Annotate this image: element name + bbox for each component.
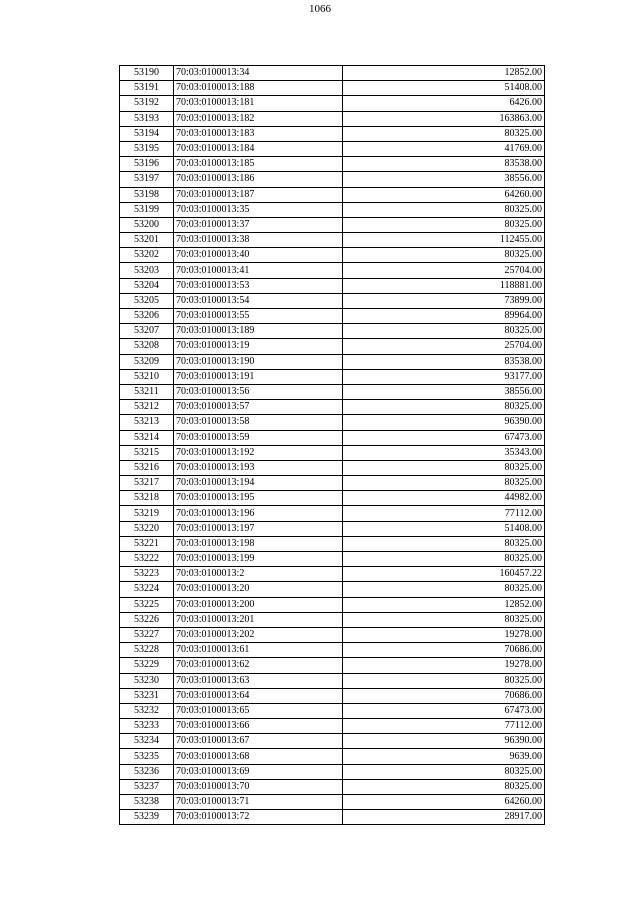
row-number-cell: 53205 bbox=[120, 293, 174, 308]
row-number-cell: 53237 bbox=[120, 779, 174, 794]
cadastral-number-cell: 70:03:0100013:62 bbox=[174, 658, 343, 673]
cadastral-number-cell: 70:03:0100013:69 bbox=[174, 764, 343, 779]
table-row bbox=[120, 293, 545, 308]
row-number-cell: 53200 bbox=[120, 217, 174, 232]
table-row bbox=[120, 141, 545, 156]
amount-cell: 73899.00 bbox=[343, 293, 545, 308]
amount-cell: 9639.00 bbox=[343, 749, 545, 764]
table-row bbox=[120, 369, 545, 384]
row-number-cell: 53193 bbox=[120, 111, 174, 126]
cadastral-number-cell: 70:03:0100013:55 bbox=[174, 309, 343, 324]
row-number-cell: 53228 bbox=[120, 643, 174, 658]
table-row bbox=[120, 719, 545, 734]
cadastral-number-cell: 70:03:0100013:183 bbox=[174, 126, 343, 141]
amount-cell: 80325.00 bbox=[343, 536, 545, 551]
amount-cell: 80325.00 bbox=[343, 764, 545, 779]
amount-cell: 80325.00 bbox=[343, 248, 545, 263]
cadastral-number-cell: 70:03:0100013:66 bbox=[174, 719, 343, 734]
cadastral-number-cell: 70:03:0100013:194 bbox=[174, 476, 343, 491]
row-number-cell: 53198 bbox=[120, 187, 174, 202]
row-number-cell: 53231 bbox=[120, 688, 174, 703]
amount-cell: 12852.00 bbox=[343, 66, 545, 81]
amount-cell: 80325.00 bbox=[343, 217, 545, 232]
amount-cell: 12852.00 bbox=[343, 597, 545, 612]
row-number-cell: 53208 bbox=[120, 339, 174, 354]
cadastral-number-cell: 70:03:0100013:34 bbox=[174, 66, 343, 81]
table-row bbox=[120, 688, 545, 703]
cadastral-number-cell: 70:03:0100013:202 bbox=[174, 627, 343, 642]
cadastral-number-cell: 70:03:0100013:201 bbox=[174, 612, 343, 627]
row-number-cell: 53220 bbox=[120, 521, 174, 536]
table-row bbox=[120, 400, 545, 415]
amount-cell: 70686.00 bbox=[343, 688, 545, 703]
row-number-cell: 53197 bbox=[120, 172, 174, 187]
table-row bbox=[120, 233, 545, 248]
amount-cell: 77112.00 bbox=[343, 719, 545, 734]
amount-cell: 38556.00 bbox=[343, 384, 545, 399]
row-number-cell: 53209 bbox=[120, 354, 174, 369]
row-number-cell: 53204 bbox=[120, 278, 174, 293]
table-row bbox=[120, 764, 545, 779]
cadastral-number-cell: 70:03:0100013:67 bbox=[174, 734, 343, 749]
row-number-cell: 53221 bbox=[120, 536, 174, 551]
cadastral-number-cell: 70:03:0100013:38 bbox=[174, 233, 343, 248]
row-number-cell: 53191 bbox=[120, 81, 174, 96]
table-row bbox=[120, 658, 545, 673]
cadastral-number-cell: 70:03:0100013:190 bbox=[174, 354, 343, 369]
amount-cell: 80325.00 bbox=[343, 612, 545, 627]
row-number-cell: 53202 bbox=[120, 248, 174, 263]
row-number-cell: 53229 bbox=[120, 658, 174, 673]
table-row bbox=[120, 172, 545, 187]
cadastral-number-cell: 70:03:0100013:20 bbox=[174, 582, 343, 597]
table-row bbox=[120, 111, 545, 126]
row-number-cell: 53195 bbox=[120, 141, 174, 156]
table-row bbox=[120, 673, 545, 688]
cadastral-number-cell: 70:03:0100013:56 bbox=[174, 384, 343, 399]
row-number-cell: 53238 bbox=[120, 795, 174, 810]
amount-cell: 83538.00 bbox=[343, 157, 545, 172]
amount-cell: 80325.00 bbox=[343, 552, 545, 567]
cadastral-number-cell: 70:03:0100013:189 bbox=[174, 324, 343, 339]
table-row bbox=[120, 734, 545, 749]
table-body bbox=[120, 66, 545, 825]
table-row bbox=[120, 597, 545, 612]
row-number-cell: 53194 bbox=[120, 126, 174, 141]
amount-cell: 70686.00 bbox=[343, 643, 545, 658]
cadastral-number-cell: 70:03:0100013:35 bbox=[174, 202, 343, 217]
amount-cell: 80325.00 bbox=[343, 460, 545, 475]
amount-cell: 19278.00 bbox=[343, 658, 545, 673]
cadastral-number-cell: 70:03:0100013:65 bbox=[174, 703, 343, 718]
cadastral-number-cell: 70:03:0100013:196 bbox=[174, 506, 343, 521]
row-number-cell: 53218 bbox=[120, 491, 174, 506]
table-row bbox=[120, 309, 545, 324]
table-row bbox=[120, 187, 545, 202]
amount-cell: 80325.00 bbox=[343, 476, 545, 491]
amount-cell: 25704.00 bbox=[343, 263, 545, 278]
cadastral-number-cell: 70:03:0100013:70 bbox=[174, 779, 343, 794]
cadastral-number-cell: 70:03:0100013:184 bbox=[174, 141, 343, 156]
table-row bbox=[120, 430, 545, 445]
cadastral-number-cell: 70:03:0100013:199 bbox=[174, 552, 343, 567]
cadastral-number-cell: 70:03:0100013:188 bbox=[174, 81, 343, 96]
table-row bbox=[120, 384, 545, 399]
amount-cell: 28917.00 bbox=[343, 810, 545, 825]
amount-cell: 163863.00 bbox=[343, 111, 545, 126]
amount-cell: 80325.00 bbox=[343, 324, 545, 339]
table-row bbox=[120, 476, 545, 491]
amount-cell: 35343.00 bbox=[343, 445, 545, 460]
table-row bbox=[120, 157, 545, 172]
amount-cell: 83538.00 bbox=[343, 354, 545, 369]
amount-cell: 64260.00 bbox=[343, 187, 545, 202]
amount-cell: 6426.00 bbox=[343, 96, 545, 111]
amount-cell: 96390.00 bbox=[343, 734, 545, 749]
table-row bbox=[120, 354, 545, 369]
row-number-cell: 53226 bbox=[120, 612, 174, 627]
table-row bbox=[120, 81, 545, 96]
cadastral-number-cell: 70:03:0100013:2 bbox=[174, 567, 343, 582]
table-row bbox=[120, 339, 545, 354]
table-row bbox=[120, 643, 545, 658]
row-number-cell: 53223 bbox=[120, 567, 174, 582]
cadastral-number-cell: 70:03:0100013:186 bbox=[174, 172, 343, 187]
row-number-cell: 53233 bbox=[120, 719, 174, 734]
table-row bbox=[120, 445, 545, 460]
table-row bbox=[120, 263, 545, 278]
table-row bbox=[120, 567, 545, 582]
table-row bbox=[120, 582, 545, 597]
cadastral-number-cell: 70:03:0100013:58 bbox=[174, 415, 343, 430]
amount-cell: 25704.00 bbox=[343, 339, 545, 354]
row-number-cell: 53236 bbox=[120, 764, 174, 779]
cadastral-number-cell: 70:03:0100013:71 bbox=[174, 795, 343, 810]
amount-cell: 67473.00 bbox=[343, 430, 545, 445]
cadastral-number-cell: 70:03:0100013:198 bbox=[174, 536, 343, 551]
amount-cell: 51408.00 bbox=[343, 521, 545, 536]
table-row bbox=[120, 536, 545, 551]
row-number-cell: 53201 bbox=[120, 233, 174, 248]
row-number-cell: 53235 bbox=[120, 749, 174, 764]
cadastral-number-cell: 70:03:0100013:191 bbox=[174, 369, 343, 384]
table-row bbox=[120, 552, 545, 567]
cadastral-number-cell: 70:03:0100013:19 bbox=[174, 339, 343, 354]
table-row bbox=[120, 248, 545, 263]
cadastral-number-cell: 70:03:0100013:182 bbox=[174, 111, 343, 126]
amount-cell: 89964.00 bbox=[343, 309, 545, 324]
cadastral-number-cell: 70:03:0100013:57 bbox=[174, 400, 343, 415]
row-number-cell: 53224 bbox=[120, 582, 174, 597]
row-number-cell: 53192 bbox=[120, 96, 174, 111]
row-number-cell: 53232 bbox=[120, 703, 174, 718]
amount-cell: 44982.00 bbox=[343, 491, 545, 506]
row-number-cell: 53222 bbox=[120, 552, 174, 567]
row-number-cell: 53190 bbox=[120, 66, 174, 81]
amount-cell: 80325.00 bbox=[343, 673, 545, 688]
row-number-cell: 53217 bbox=[120, 476, 174, 491]
table-row bbox=[120, 217, 545, 232]
amount-cell: 112455.00 bbox=[343, 233, 545, 248]
cadastral-number-cell: 70:03:0100013:40 bbox=[174, 248, 343, 263]
row-number-cell: 53214 bbox=[120, 430, 174, 445]
amount-cell: 19278.00 bbox=[343, 627, 545, 642]
amount-cell: 80325.00 bbox=[343, 202, 545, 217]
amount-cell: 93177.00 bbox=[343, 369, 545, 384]
table-row bbox=[120, 96, 545, 111]
table-row bbox=[120, 612, 545, 627]
cadastral-number-cell: 70:03:0100013:64 bbox=[174, 688, 343, 703]
cadastral-number-cell: 70:03:0100013:185 bbox=[174, 157, 343, 172]
row-number-cell: 53239 bbox=[120, 810, 174, 825]
row-number-cell: 53227 bbox=[120, 627, 174, 642]
row-number-cell: 53206 bbox=[120, 309, 174, 324]
table-row bbox=[120, 627, 545, 642]
cadastral-number-cell: 70:03:0100013:72 bbox=[174, 810, 343, 825]
cadastral-number-cell: 70:03:0100013:61 bbox=[174, 643, 343, 658]
table-row bbox=[120, 202, 545, 217]
cadastral-number-cell: 70:03:0100013:59 bbox=[174, 430, 343, 445]
cadastral-number-cell: 70:03:0100013:54 bbox=[174, 293, 343, 308]
cadastral-table bbox=[119, 65, 545, 825]
table-row bbox=[120, 66, 545, 81]
row-number-cell: 53211 bbox=[120, 384, 174, 399]
cadastral-number-cell: 70:03:0100013:37 bbox=[174, 217, 343, 232]
amount-cell: 80325.00 bbox=[343, 779, 545, 794]
amount-cell: 118881.00 bbox=[343, 278, 545, 293]
cadastral-number-cell: 70:03:0100013:197 bbox=[174, 521, 343, 536]
table-row bbox=[120, 126, 545, 141]
cadastral-number-cell: 70:03:0100013:41 bbox=[174, 263, 343, 278]
amount-cell: 80325.00 bbox=[343, 400, 545, 415]
amount-cell: 67473.00 bbox=[343, 703, 545, 718]
amount-cell: 41769.00 bbox=[343, 141, 545, 156]
row-number-cell: 53213 bbox=[120, 415, 174, 430]
amount-cell: 80325.00 bbox=[343, 582, 545, 597]
table-row bbox=[120, 491, 545, 506]
amount-cell: 64260.00 bbox=[343, 795, 545, 810]
table-row bbox=[120, 779, 545, 794]
row-number-cell: 53216 bbox=[120, 460, 174, 475]
cadastral-number-cell: 70:03:0100013:68 bbox=[174, 749, 343, 764]
row-number-cell: 53215 bbox=[120, 445, 174, 460]
row-number-cell: 53234 bbox=[120, 734, 174, 749]
cadastral-number-cell: 70:03:0100013:192 bbox=[174, 445, 343, 460]
row-number-cell: 53212 bbox=[120, 400, 174, 415]
table-row bbox=[120, 749, 545, 764]
row-number-cell: 53225 bbox=[120, 597, 174, 612]
cadastral-number-cell: 70:03:0100013:53 bbox=[174, 278, 343, 293]
table-row bbox=[120, 810, 545, 825]
page-number: 1066 bbox=[309, 3, 331, 15]
row-number-cell: 53219 bbox=[120, 506, 174, 521]
row-number-cell: 53199 bbox=[120, 202, 174, 217]
cadastral-number-cell: 70:03:0100013:200 bbox=[174, 597, 343, 612]
amount-cell: 38556.00 bbox=[343, 172, 545, 187]
row-number-cell: 53196 bbox=[120, 157, 174, 172]
cadastral-number-cell: 70:03:0100013:195 bbox=[174, 491, 343, 506]
table-row bbox=[120, 506, 545, 521]
table-row bbox=[120, 460, 545, 475]
amount-cell: 96390.00 bbox=[343, 415, 545, 430]
table-row bbox=[120, 324, 545, 339]
amount-cell: 51408.00 bbox=[343, 81, 545, 96]
cadastral-number-cell: 70:03:0100013:193 bbox=[174, 460, 343, 475]
row-number-cell: 53203 bbox=[120, 263, 174, 278]
amount-cell: 77112.00 bbox=[343, 506, 545, 521]
table-row bbox=[120, 415, 545, 430]
table-row bbox=[120, 795, 545, 810]
amount-cell: 80325.00 bbox=[343, 126, 545, 141]
table-row bbox=[120, 521, 545, 536]
row-number-cell: 53210 bbox=[120, 369, 174, 384]
table-row bbox=[120, 278, 545, 293]
cadastral-number-cell: 70:03:0100013:181 bbox=[174, 96, 343, 111]
amount-cell: 160457.22 bbox=[343, 567, 545, 582]
cadastral-number-cell: 70:03:0100013:63 bbox=[174, 673, 343, 688]
row-number-cell: 53207 bbox=[120, 324, 174, 339]
table-row bbox=[120, 703, 545, 718]
cadastral-number-cell: 70:03:0100013:187 bbox=[174, 187, 343, 202]
row-number-cell: 53230 bbox=[120, 673, 174, 688]
